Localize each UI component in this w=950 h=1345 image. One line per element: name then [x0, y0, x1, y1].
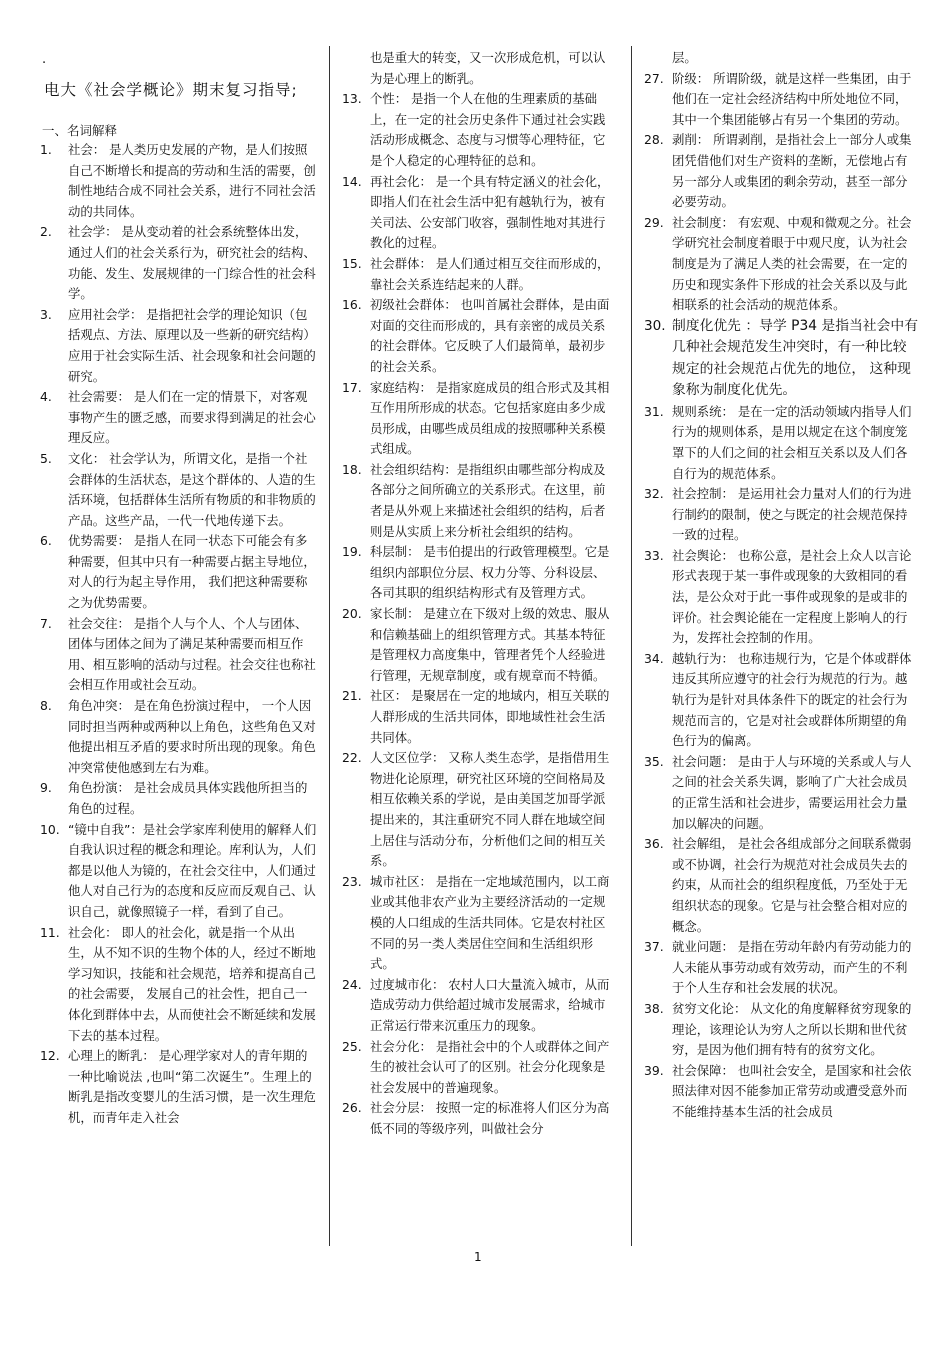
entry-text: 城市社区： 是指在一定地域范围内，以工商业或其他非农产业为主要经济活动的一定规模的人口组成的生活共同体。它是农村社区不同的另一类人类居住空间和生活组织形式。: [370, 873, 610, 972]
header-dot: .: [42, 52, 47, 67]
entry-text: 社会舆论： 也称公意，是社会上众人以言论形式表现于某一事件或现象的大致相同的看法，是公众对于此一事件或现象的是或非的评价。社会舆论能在一定程度上影响人的行为，发挥社会控制的作用。: [672, 547, 912, 646]
entry-text: 文化： 社会学认为，所谓文化，是指一个社会群体的生活状态，是这个群体的、人造的生活环境，包括群体生活所有物质的和非物质的产品。这些产品，一代一代地传递下去。: [68, 450, 316, 528]
entry-text: 应用社会学： 是指把社会学的理论知识（包括观点、方法、原理以及一些新的研究结构）应用于社会实际生活、社会现象和社会问题的研究。: [68, 306, 316, 384]
entry-number: 3.: [40, 306, 52, 322]
entry-number: 20.: [342, 606, 362, 622]
entry-text: 社会： 是人类历史发展的产物，是人们按照自己不断增长和提高的劳动和生活的需要，创制性地结合成不同社会关系，进行不同社会活动的共同体。: [68, 142, 316, 219]
entry-number: 9.: [40, 780, 52, 796]
entry-number: 13.: [342, 91, 362, 107]
entry-number: 14.: [342, 173, 362, 189]
glossary-entry: [342, 89, 610, 171]
glossary-entry: [40, 778, 318, 819]
entry-number: 35.: [644, 753, 664, 769]
entry-text: 社会需要： 是人们在一定的情景下，对客观事物产生的匮乏感，而要求得到满足的社会心理反应。: [68, 389, 316, 446]
entry-text: 社会分化： 是指社会中的个人或群体之间产生的被社会认可了的区别。社会分化现象是社会发展中的普遍现象。: [370, 1038, 610, 1095]
glossary-entry: [342, 542, 610, 604]
column-divider: [631, 46, 632, 1246]
entry-text: 社会解组， 是社会各组成部分之间联系微弱或不协调，社会行为规范对社会成员失去的约束，从而社会的组织程度低，乃至处于无组织状态的现象。它是与社会整合相对应的概念。: [672, 836, 912, 934]
entry-text: 社会群体： 是人们通过相互交往而形成的，靠社会关系连结起来的人群。: [370, 255, 610, 292]
entry-number: 23.: [342, 873, 362, 889]
entry-number: 10.: [40, 821, 60, 837]
glossary-entry: [40, 1046, 318, 1128]
glossary-entry: [342, 1037, 610, 1099]
entry-number: 21.: [342, 688, 362, 704]
entry-text: 社会控制： 是运用社会力量对人们的行为进行制约的限制，使之与既定的社会规范保持一致的过程。: [672, 486, 912, 543]
entry-number: 26.: [342, 1100, 362, 1116]
entry-number: 30.: [644, 317, 666, 334]
glossary-entry: [644, 484, 918, 546]
entry-text: 阶级： 所谓阶级，就是这样一些集团，由于他们在一定社会经济结构中所处地位不同，其中一个集团能够占有另一个集团的劳动。: [672, 70, 912, 127]
entry-number: 17.: [342, 379, 362, 395]
glossary-entry: [342, 460, 610, 542]
entry-number: 28.: [644, 132, 664, 148]
glossary-entry: [40, 923, 318, 1047]
glossary-entry: [40, 614, 318, 696]
entry-number: 15.: [342, 255, 362, 271]
page-title: 电大《社会学概论》期末复习指导;: [44, 81, 298, 99]
glossary-entry: [644, 937, 918, 999]
glossary-entry: [342, 172, 610, 254]
entry-number: 29.: [644, 214, 664, 230]
glossary-entry: [342, 975, 610, 1037]
entry-number: 38.: [644, 1000, 664, 1016]
glossary-entry: [40, 820, 318, 923]
entry-text: 规则系统： 是在一定的活动领域内指导人们行为的规则体系，是用以规定在这个制度笼罩下的人们之间的社会相互关系以及人们各自行为的规范体系。: [672, 403, 912, 481]
entry-text: “镜中自我”：是社会学家库利使用的解释人们自我认识过程的概念和理论。库利认为，人们都是以他人为镜的，在社会交往中，人们通过他人对自己行为的态度和反应而反观自己、认识自己，就像照镜子一样，看到了自己。: [68, 821, 317, 919]
entry-text: 社会分层： 按照一定的标准将人们区分为高低不同的等级序列，叫做社会分: [370, 1100, 610, 1136]
entry-text: 社会组织结构：是指组织由哪些部分构成及各部分之间所确立的关系形式。在这里，前者是从外观上来描述社会组织的结构，后者则是从实质上来分析社会组织的结构。: [370, 461, 606, 539]
entry-number: 11.: [40, 924, 60, 940]
entry-number: 7.: [40, 615, 52, 631]
entry-number: 24.: [342, 976, 362, 992]
entry-text: 科层制： 是韦伯提出的行政管理模型。它是组织内部职位分层、权力分等、分科设层、各司其职的组织结构形式有及管理方式。: [370, 544, 610, 601]
glossary-entry: [644, 999, 918, 1061]
continued-text: 也是重大的转变，又一次形成危机，可以认为是心理上的断乳。: [370, 50, 606, 86]
entry-number: 19.: [342, 544, 362, 560]
entry-text: 过度城市化： 农村人口大量流入城市，从而造成劳动力供给超过城市发展需求，给城市正常运行带来沉重压力的现象。: [370, 976, 610, 1033]
glossary-entry: [644, 402, 918, 484]
entry-number: 18.: [342, 461, 362, 477]
glossary-entry: [40, 531, 318, 613]
entry-text: 就业问题： 是指在劳动年龄内有劳动能力的人未能从事劳动或有效劳动，而产生的不利于个人生存和社会发展的状况。: [672, 939, 912, 996]
entry-text: 个性： 是指一个人在他的生理素质的基础上，在一定的社会历史条件下通过社会实践活动形成概念、态度与习惯等心理特征，它是个人稳定的心理特征的总和。: [370, 91, 606, 168]
glossary-entry: [40, 305, 318, 387]
entry-text: 社会保障： 也叫社会安全，是国家和社会依照法律对因不能参加正常劳动或遭受意外而不能维持基本生活的社会成员: [672, 1062, 912, 1119]
glossary-entry: [644, 69, 918, 131]
glossary-entry: [644, 213, 918, 316]
entry-text: 再社会化： 是一个具有特定涵义的社会化，即指人们在社会生活中犯有越轨行为，被有关司法、公安部门收容，强制性地对其进行教化的过程。: [370, 173, 610, 251]
entry-number: 6.: [40, 533, 52, 549]
entry-text: 社会交往： 是指个人与个人、个人与团体、团体与团体之间为了满足某种需要而相互作用、相互影响的活动与过程。社会交往也称社会相互作用或社会互动。: [68, 615, 316, 693]
entry-text: 制度化优先 ：导学 P34 是指当社会中有几种社会规范发生冲突时，有一种比较规定的社会规范占优先的地位， 这种现象称为制度化优先。: [672, 317, 918, 399]
entry-text: 优势需要： 是指人在同一状态下可能会有多种需要，但其中只有一种需要占据主导地位， 对人的行为起主导作用， 我们把这种需要称之为优势需要。: [68, 533, 316, 611]
glossary-entry: [342, 748, 610, 872]
entry-text: 社区： 是聚居在一定的地域内，相互关联的人群形成的生活共同体，即地域性社会生活共同体。: [370, 688, 610, 745]
glossary-entry: [342, 254, 610, 295]
entry-number: 37.: [644, 939, 664, 955]
page-number: 1: [474, 1250, 482, 1264]
entry-text: 角色冲突： 是在角色扮演过程中， 一个人因同时担当两种或两种以上角色，这些角色又对他提出相互矛盾的要求时所出现的现象。角色冲突常使他感到左右为难。: [68, 698, 316, 775]
entry-number: 1.: [40, 142, 52, 157]
glossary-entry: [40, 222, 318, 304]
entry-text: 角色扮演： 是社会成员具体实践他所担当的角色的过程。: [68, 780, 308, 816]
column-2: [342, 48, 610, 1139]
entry-text: 社会问题： 是由于人与环境的关系或人与人之间的社会关系失调，影响了广大社会成员的正常生活和社会进步，需要运用社会力量加以解决的问题。: [672, 753, 912, 831]
entry-number: 36.: [644, 836, 664, 852]
entry-number: 33.: [644, 547, 664, 563]
glossary-entry: [644, 546, 918, 649]
glossary-entry: [644, 834, 918, 937]
entry-number: 27.: [644, 70, 664, 86]
glossary-entry: [342, 872, 610, 975]
entry-number: 16.: [342, 297, 362, 313]
entry-text: 家长制： 是建立在下级对上级的效忠、服从和信赖基础上的组织管理方式。其基本特征是管理权力高度集中，管理者凭个人经验进行管理，无规章制度，或有规章而不特循。: [370, 606, 610, 683]
glossary-entry: [342, 604, 610, 686]
glossary-entry: [342, 295, 610, 377]
entry-text: 剥削： 所谓剥削，是指社会上一部分人或集团凭借他们对生产资料的垄断，无偿地占有另一部分人或集团的剩余劳动，甚至一部分必要劳动。: [672, 132, 912, 210]
entry-text: 人文区位学： 又称人类生态学，是指借用生物进化论原理，研究社区环境的空间格局及相互依赖关系的学说，是由美国芝加哥学派提出来的，其注重研究不同人群在地域空间上居住与活动分布，分析他们之间的相互关系。: [370, 750, 610, 869]
glossary-entry: [644, 316, 918, 402]
entry-number: 22.: [342, 750, 362, 766]
glossary-entry: [342, 1098, 610, 1139]
glossary-entry: [342, 378, 610, 460]
column-1: [40, 140, 318, 1129]
entry-number: 31.: [644, 403, 664, 419]
glossary-entry: [40, 387, 318, 449]
glossary-entry: [644, 649, 918, 752]
entry-number: 5.: [40, 450, 52, 466]
entry-number: 2.: [40, 224, 52, 240]
entry-number: 32.: [644, 486, 664, 502]
entry-text: 社会制度： 有宏观、中观和微观之分。社会学研究社会制度着眼于中观尺度，认为社会制度是为了满足人类的社会需要，在一定的历史和现实条件下形成的社会关系以及与此相联系的社会活动的规范体系。: [672, 214, 912, 313]
entry-text: 初级社会群体： 也叫首属社会群体，是由面对面的交往而形成的，具有亲密的成员关系的社会群体。它反映了人们最简单，最初步的社会关系。: [370, 297, 610, 374]
glossary-entry: [644, 752, 918, 834]
entry-text: 社会化： 即人的社会化，就是指一个从出生，从不知不识的生物个体的人，经过不断地学习知识，技能和社会规范，培养和提高自己的社会需要， 发展自己的社会性，把自己一体化到群体中去，从而使社会不断延续和发展下去的基本过程。: [68, 924, 316, 1043]
entry-text: 贫穷文化论： 从文化的角度解释贫穷现象的理论，该理论认为穷人之所以长期和世代贫穷，是因为他们拥有特有的贫穷文化。: [672, 1000, 912, 1058]
entry-number: 39.: [644, 1062, 664, 1078]
entry-text: 家庭结构： 是指家庭成员的组合形式及其相互作用所形成的状态。它包括家庭由多少成员形成，由哪些成员组成的按照哪种关系模式组成。: [370, 379, 610, 457]
entry-text: 越轨行为： 也称违规行为，它是个体或群体违反其所应遵守的社会行为规范的行为。越轨行为是针对具体条件下的既定的社会行为规范而言的，它是对社会或群体所期望的角色行为的偏离。: [672, 650, 912, 749]
glossary-entry: [644, 130, 918, 212]
section-heading: 一、名词解释: [42, 123, 118, 138]
glossary-entry: [40, 140, 318, 222]
column-3: [644, 48, 918, 1123]
entry-text: 心理上的断乳： 是心理学家对人的青年期的一种比喻说法 ,也叫“第二次诞生”。生理上的断乳是指改变婴儿的生活习惯，是一次生理危机，而青年走入社会: [68, 1048, 316, 1125]
entry-text: 社会学： 是从变动着的社会系统整体出发，通过人们的社会关系行为，研究社会的结构、功能、发生、发展规律的一门综合性的社会科学。: [68, 224, 316, 302]
glossary-entry: [342, 686, 610, 748]
glossary-entry: [40, 449, 318, 531]
glossary-entry: [40, 696, 318, 778]
column-divider: [329, 46, 330, 1246]
entry-number: 4.: [40, 389, 52, 405]
entry-number: 12.: [40, 1048, 60, 1064]
glossary-entry: [644, 1061, 918, 1123]
entry-number: 25.: [342, 1038, 362, 1054]
entry-number: 34.: [644, 650, 664, 666]
continued-text: 层。: [672, 50, 697, 65]
entry-number: 8.: [40, 698, 52, 714]
